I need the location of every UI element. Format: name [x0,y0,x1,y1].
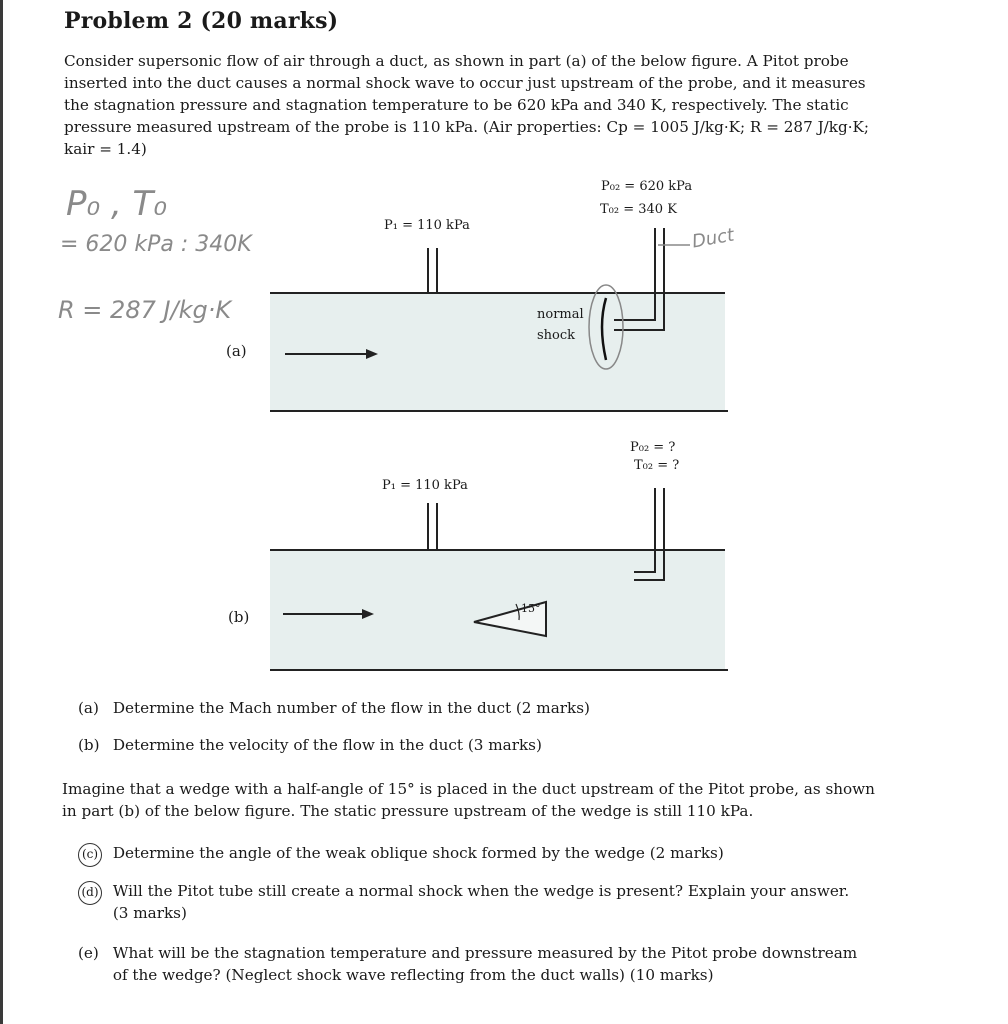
wedge-paragraph-line: in part (b) of the below figure. The static pressure upstream of the wedge is still 110 kPa. [62,802,754,820]
question-a [78,697,590,719]
p02-label-a: P₀₂ = 620 kPa [601,179,693,194]
duct-b-interior [270,550,725,670]
wedge-paragraph-line: Imagine that a wedge with a half-angle of 15° is placed in the duct upstream of the Pitot probe, as shown [62,780,875,798]
statement-line: kair = 1.4) [64,140,147,158]
duct-figure [0,170,1008,690]
problem-title: Problem 2 (20 marks) [64,8,339,34]
shock-label-line1: normal [537,307,584,322]
question-a-mark: (a) [78,699,99,717]
handwritten-duct-note: Duct [690,224,736,253]
t02-label-a: T₀₂ = 340 K [600,202,677,217]
wedge-angle-label: 15° [521,602,541,615]
duct-diagram [0,170,1008,690]
p1-label-b: P₁ = 110 kPa [382,478,468,493]
shock-label-line2: shock [537,328,576,343]
p1-label-a: P₁ = 110 kPa [384,218,470,233]
statement-line: Consider supersonic flow of air through a duct, as shown in part (a) of the below figure. A Pitot probe [64,52,849,70]
problem-statement [64,50,914,160]
statement-line: inserted into the duct causes a normal shock wave to occur just upstream of the probe, and it measures [64,74,866,92]
duct-a-interior [270,293,725,411]
question-d-mark: (d) [78,881,102,905]
handwritten-gas-constant: R = 287 J/kg·K [58,296,232,324]
question-c-text: Determine the angle of the weak oblique shock formed by the wedge (2 marks) [112,844,724,862]
handwritten-values: = 620 kPa : 340K [60,232,252,257]
question-e-line2: of the wedge? (Neglect shock wave reflecting from the duct walls) (10 marks) [112,966,714,984]
question-c-mark: (c) [78,843,102,867]
question-e-line1: What will be the stagnation temperature and pressure measured by the Pitot probe downstream [112,944,858,962]
handwritten-symbols: P₀ , T₀ [66,184,167,224]
statement-line: pressure measured upstream of the probe is 110 kPa. (Air properties: Cp = 1005 J/kg·K; R = 287 J/kg·K; [64,118,869,136]
question-e-mark: (e) [78,944,99,962]
t02-label-b: T₀₂ = ? [634,458,680,473]
question-b [78,734,542,756]
question-d-line1: Will the Pitot tube still create a normal shock when the wedge is present? Explain your answer. [112,882,850,900]
question-d-line2: (3 marks) [112,904,187,922]
part-b-label: (b) [228,608,250,626]
part-a-label: (a) [226,342,247,360]
question-d [78,880,849,924]
p02-label-b: P₀₂ = ? [630,440,676,455]
question-a-text: Determine the Mach number of the flow in the duct (2 marks) [112,699,590,717]
question-b-text: Determine the velocity of the flow in the duct (3 marks) [112,736,542,754]
question-e [78,942,857,986]
wedge-paragraph [62,778,902,822]
question-c [78,842,724,867]
question-b-mark: (b) [78,736,100,754]
statement-line: the stagnation pressure and stagnation temperature to be 620 kPa and 340 K, respectively. The static [64,96,849,114]
